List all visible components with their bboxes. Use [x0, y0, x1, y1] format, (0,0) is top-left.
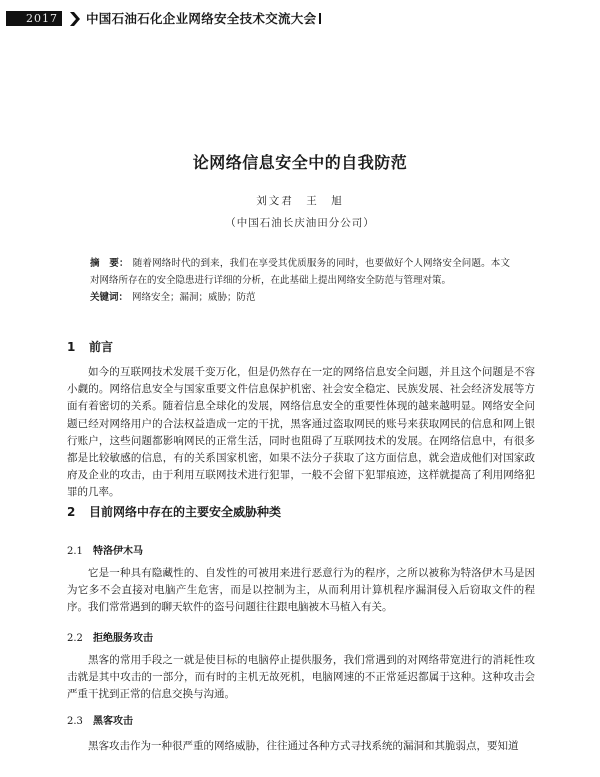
arrow-marker-icon: [70, 12, 80, 26]
section-heading-1: [67, 338, 113, 355]
subsection-title: 拒绝服务攻击: [93, 633, 153, 644]
section-heading-2: [67, 503, 281, 520]
subsection-number: 2.3: [67, 716, 83, 727]
header-bar-mark: [319, 13, 321, 24]
abstract-label: 摘 要：: [90, 258, 129, 269]
section-1-paragraph: 如今的互联网技术发展千变万化，但是仍然存在一定的网络信息安全问题，并且这个问题是不容小觑的。网络信息安全与国家重要文件信息保护机密、社会安全稳定、民族发展、社会经济发展等方面有着密切的关系。随着信息全球化的发展，网络信息安全的重要性体现的越来越明显。网络安全问题已经对网络用户的合法权益造成一定的干扰，黑客通过盗取网民的账号来获取网民的信息和网上银行账户，这些问题都影响网民的正常生活，同时也阻碍了互联网技术的发展。在网络信息中，有很多都是比较敏感的信息，有的关系国家机密，如果不法分子获取了这方面信息，就会造成他们对国家政府及企业的攻击，由于利用互联网技术进行犯罪，一般不会留下犯罪痕迹，这样就提高了利用网络犯罪的几率。: [67, 366, 535, 499]
subsection-heading-2-3: [67, 712, 133, 727]
article-title: 论网络信息安全中的自我防范: [192, 153, 408, 172]
running-header: [6, 8, 426, 30]
subsection-heading-2-1: [67, 542, 143, 557]
section-title: 前言: [89, 340, 114, 354]
affiliation: （中国石油长庆油田分公司）: [225, 217, 375, 229]
subsection-2-3-paragraph: 黑客攻击作为一种很严重的网络威胁，往往通过各种方式寻找系统的漏洞和其脆弱点，要知道: [88, 740, 519, 752]
keywords-text: 网络安全；漏洞；威胁；防范: [132, 292, 256, 303]
section-number: 1: [67, 340, 76, 354]
subsection-title: 黑客攻击: [93, 716, 133, 727]
subsection-number: 2.2: [67, 633, 83, 644]
subsection-2-2-paragraph: 黑客的常用手段之一就是使目标的电脑停止提供服务，我们常遇到的对网络带宽进行的消耗性攻击就是其中攻击的一部分，而有时的主机无故死机，电脑网速的不正常延迟都属于这种。这种攻击会严重干扰到正常的信息交换与沟通。: [67, 654, 535, 701]
keywords: [90, 290, 510, 305]
authors: 刘文君 王 旭: [256, 195, 344, 207]
subsection-number: 2.1: [67, 546, 83, 557]
keywords-label: 关键词：: [90, 292, 129, 303]
abstract-text: 随着网络时代的到来，我们在享受其优质服务的同时，也要做好个人网络安全问题。本文对网络所存在的安全隐患进行详细的分析，在此基础上提出网络安全防范与管理对策。: [90, 258, 510, 286]
conference-name: [86, 9, 321, 27]
subsection-title: 特洛伊木马: [93, 546, 143, 557]
subsection-heading-2-2: [67, 629, 153, 644]
abstract: [90, 255, 510, 289]
year-badge: 2017: [6, 11, 62, 26]
section-number: 2: [67, 505, 76, 519]
conference-name-text: 中国石油石化企业网络安全技术交流大会: [86, 11, 317, 26]
subsection-2-1-paragraph: 它是一种具有隐藏性的、自发性的可被用来进行恶意行为的程序，之所以被称为特洛伊木马是因为它多不会直接对电脑产生危害，而是以控制为主，从而利用计算机程序漏洞侵入后窃取文件的程序。我们常常遇到的聊天软件的盗号问题往往跟电脑被木马植入有关。: [67, 567, 535, 614]
section-title: 目前网络中存在的主要安全威胁种类: [89, 505, 282, 519]
